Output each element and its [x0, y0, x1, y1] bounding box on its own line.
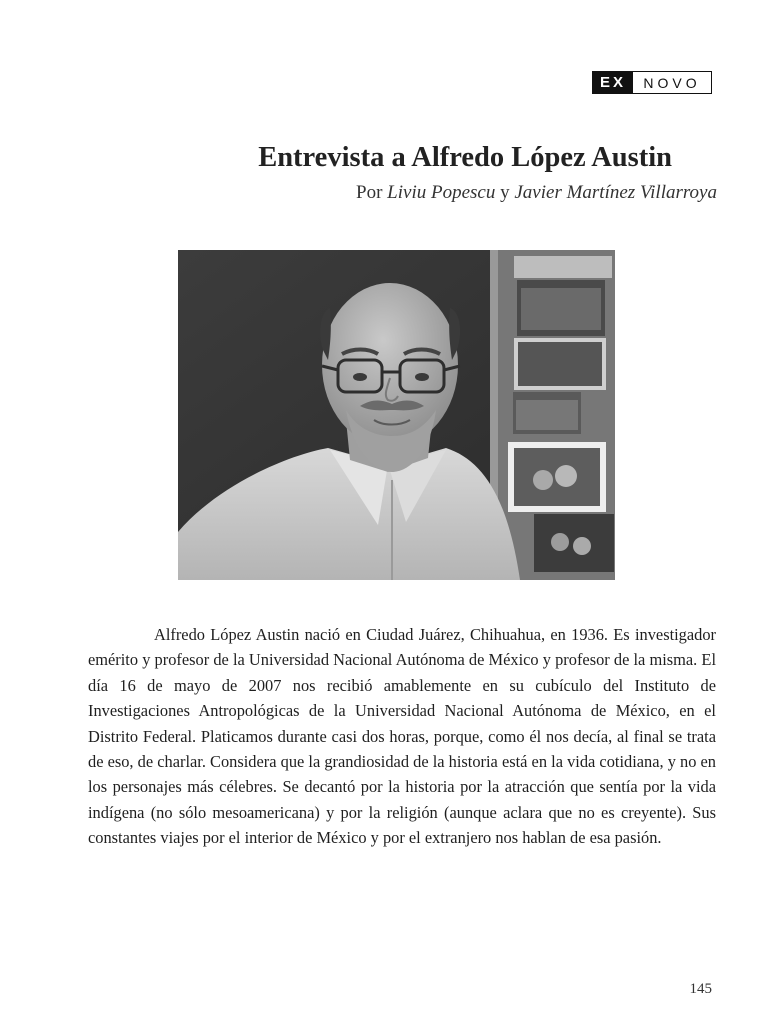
byline-conjunction: y: [495, 182, 515, 203]
magazine-logo: [592, 71, 712, 94]
author-name: Javier Martínez Villarroya: [514, 182, 717, 203]
article-intro-paragraph: Alfredo López Austin nació en Ciudad Juárez, Chihuahua, en 1936. Es investigador emérito y profesor de la Universidad Nacional Autónoma de México y profesor de la misma. El día 16 de mayo de 2007 nos recibió amablemente en su cubículo del Instituto de Investigaciones Antropológicas de la Universidad Nacional Autónoma de México, en el Distrito Federal. Platicamos durante casi dos horas, porque, como él nos decía, al final se trata de eso, de charlar. Considera que la grandiosidad de la historia está en la vida cotidiana, y no en los personajes más célebres. Se decantó por la historia por la atracción que sentía por la vida indígena (no sólo mesoamericana) y por la religión (aunque aclara que no es creyente). Sus constantes viajes por el interior de México y por el extranjero nos hablan de esa pasión.: [88, 625, 716, 848]
logo-novo-text: NOVO: [643, 74, 701, 91]
portrait-photo: [178, 250, 615, 580]
article-title: Entrevista a Alfredo López Austin: [258, 142, 672, 173]
page-number: 145: [689, 981, 712, 997]
byline-prefix: Por: [356, 182, 388, 203]
byline: [356, 182, 717, 204]
logo-ex-text: EX: [593, 72, 633, 93]
author-name: Liviu Popescu: [387, 182, 496, 203]
